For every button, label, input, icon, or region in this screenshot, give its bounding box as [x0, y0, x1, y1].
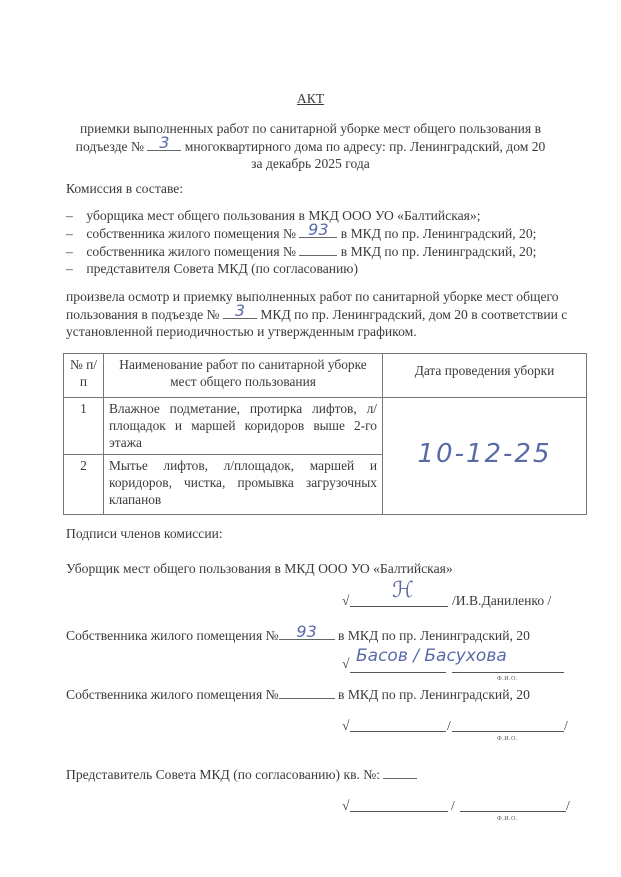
- check-mark: √: [342, 656, 350, 671]
- date-cell: [383, 398, 587, 515]
- commission-item-2: [66, 220, 537, 242]
- item-text: собственника жилого помещения №: [86, 244, 296, 259]
- fio-caption: Ф.И.О.: [497, 816, 518, 822]
- owner1-line: [66, 622, 530, 644]
- owner2-signature-line: [350, 731, 446, 732]
- apartment-field: [299, 220, 337, 239]
- header-work: Наименование работ по санитарной уборке мест общего пользования: [104, 354, 383, 398]
- owner2-apartment-field: [279, 685, 335, 699]
- table-row: [64, 398, 587, 455]
- owner1-suffix: в МКД по пр. Ленинградский, 20: [338, 628, 530, 643]
- item-text: представителя Совета МКД (по согласованию): [86, 261, 358, 276]
- document-title: АКТ: [296, 91, 325, 106]
- owner2-prefix: Собственника жилого помещения №: [66, 687, 279, 702]
- commission-item-1: [66, 207, 481, 224]
- fio-caption: Ф.И.О.: [497, 736, 518, 742]
- item-text: уборщика мест общего пользования в МКД ООО УО «Балтийская»;: [86, 208, 481, 223]
- entrance-handwritten: 3: [234, 301, 246, 320]
- paragraph-line-1: произвела осмотр и приемку выполненных работ по санитарной уборке мест общего: [66, 289, 559, 304]
- commission-heading: Комиссия в составе:: [66, 181, 184, 196]
- check-mark: √: [342, 798, 350, 813]
- owner1-signature-line: [350, 672, 446, 673]
- slash: /: [451, 798, 455, 813]
- slash: /: [447, 718, 451, 733]
- item-suffix: в МКД по пр. Ленинградский, 20;: [340, 244, 537, 259]
- owner1-prefix: Собственника жилого помещения №: [66, 628, 279, 643]
- check-mark: √: [342, 718, 350, 733]
- item-suffix: в МКД по пр. Ленинградский, 20;: [340, 226, 537, 241]
- owner1-apartment-handwritten: 93: [296, 622, 317, 641]
- commission-item-3: [66, 242, 536, 260]
- paragraph-line-3: установленной периодичностью и утвержденным графиком.: [66, 324, 417, 339]
- subtitle-suffix: многоквартирного дома по адресу: пр. Ленинградский, дом 20: [184, 139, 546, 154]
- table-header-row: [64, 354, 587, 398]
- owner2-line: [66, 685, 530, 703]
- commission-item-4: [66, 260, 358, 277]
- dash: –: [66, 226, 73, 241]
- date-handwritten: 10-12-25: [417, 439, 552, 469]
- paragraph-prefix: пользования в подъезде №: [66, 307, 220, 322]
- row-num: 2: [64, 455, 104, 515]
- subtitle-line-1: приемки выполненных работ по санитарной уборке мест общего пользования в: [80, 121, 541, 136]
- item-text: собственника жилого помещения №: [86, 226, 296, 241]
- council-apartment-field: [383, 765, 417, 779]
- cleaner-signature: ℋ: [392, 578, 414, 603]
- entrance-number-field: [147, 133, 181, 152]
- row-work: Влажное подметание, протирка лифтов, л/площадок и маршей коридоров выше 2-го этажа: [104, 398, 383, 455]
- slash: /: [564, 718, 568, 733]
- dash: –: [66, 261, 73, 276]
- cleaner-name: /И.В.Даниленко /: [452, 593, 552, 608]
- dash: –: [66, 208, 73, 223]
- signatures-heading: Подписи членов комиссии:: [66, 526, 223, 541]
- header-date: Дата проведения уборки: [383, 354, 587, 398]
- owner1-apartment-field: [279, 622, 335, 641]
- cleaner-signature-line: [350, 606, 448, 607]
- check-mark: √: [342, 593, 350, 608]
- subtitle-line-2: [0, 133, 621, 155]
- header-num: № п/п: [64, 354, 104, 398]
- row-work: Мытье лифтов, л/площадок, маршей и коридоров, чистка, промывка загрузочных клапанов: [104, 455, 383, 515]
- owner1-signature: Басов / Басухова: [356, 646, 507, 666]
- works-table: [63, 353, 587, 515]
- row-num: 1: [64, 398, 104, 455]
- subtitle-line-3: за декабрь 2025 года: [251, 156, 370, 171]
- council-signature-line: [350, 811, 448, 812]
- slash: /: [566, 798, 570, 813]
- council-line: [66, 765, 417, 783]
- council-label: Представитель Совета МКД (по согласованию) кв. №:: [66, 767, 381, 782]
- cleaner-label: Уборщик мест общего пользования в МКД ООО УО «Балтийская»: [66, 561, 453, 576]
- entrance-handwritten: 3: [159, 133, 170, 152]
- paragraph-line-2: [66, 301, 568, 323]
- entrance-number-field: [223, 301, 257, 320]
- apartment-field: [299, 242, 337, 256]
- dash: –: [66, 244, 73, 259]
- subtitle-prefix: подъезде №: [75, 139, 144, 154]
- fio-caption: Ф.И.О.: [497, 676, 518, 682]
- paragraph-suffix: МКД по пр. Ленинградский, дом 20 в соответствии с: [260, 307, 568, 322]
- apartment-handwritten: 93: [308, 220, 329, 239]
- owner2-suffix: в МКД по пр. Ленинградский, 20: [338, 687, 530, 702]
